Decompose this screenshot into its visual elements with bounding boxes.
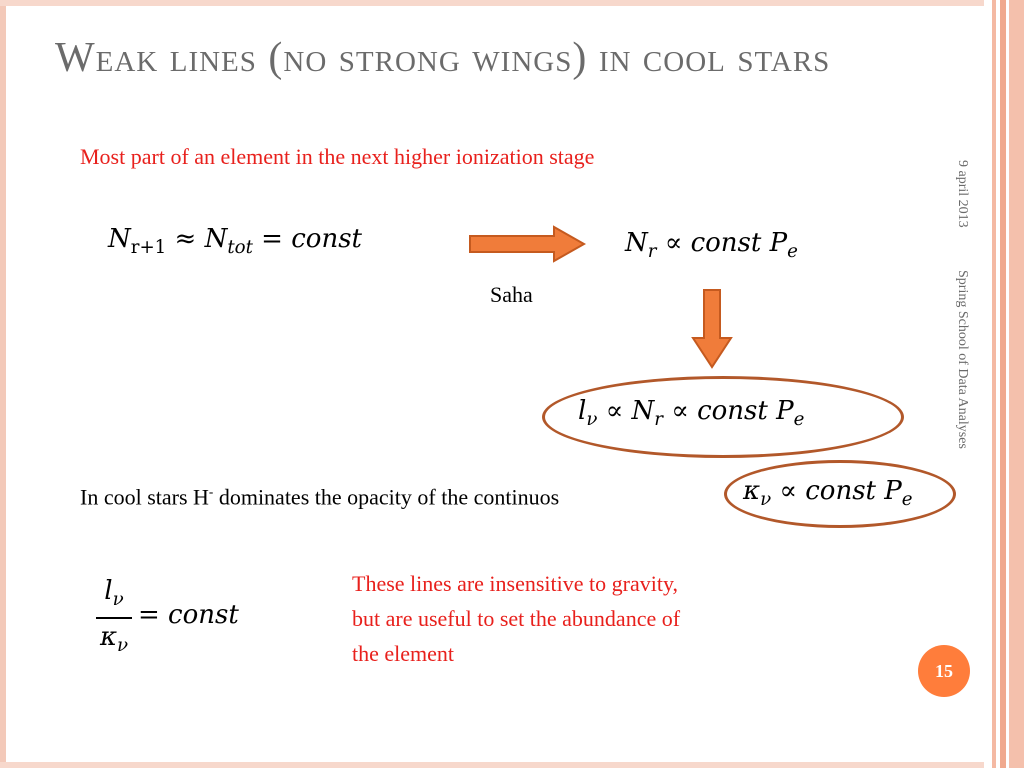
- footer-date: 9 april 2013: [955, 160, 970, 228]
- cool-stars-text: In cool stars H- dominates the opacity of the continuos: [80, 484, 560, 510]
- note-line-1: These lines are insensitive to gravity,: [352, 571, 679, 596]
- frame-bottom: [0, 762, 1024, 768]
- equation-l-nu: $l_\nu \propto N_r$ ∝ const $P_e$: [578, 396, 805, 431]
- equation-n-r-plus-1: $N_{r+1} \approx N_{tot}$ = const: [108, 224, 362, 259]
- frame-left: [0, 0, 6, 768]
- equation-kappa-nu: $\kappa_\nu$ ∝ const $P_e$: [743, 476, 913, 511]
- saha-label: Saha: [490, 282, 533, 307]
- fraction-numerator: $l_\nu$: [104, 576, 124, 611]
- frame-top: [0, 0, 1024, 6]
- fraction-rhs: = const: [138, 600, 239, 630]
- footer-school: Spring School of Data Analyses: [955, 270, 970, 449]
- side-footer: [950, 160, 970, 490]
- right-arrow-icon: [468, 224, 588, 264]
- decorative-stripes: [984, 0, 1024, 768]
- intro-text: Most part of an element in the next higher ionization stage: [80, 144, 595, 169]
- conclusion-note: [352, 566, 812, 671]
- equation-n-r: $N_r$ ∝ const $P_e$: [625, 228, 798, 263]
- fraction-bar: [96, 617, 132, 619]
- fraction-denominator: $\kappa_\nu$: [99, 622, 129, 657]
- note-line-2: but are useful to set the abundance of: [352, 606, 681, 631]
- page-number-badge: 15: [918, 645, 970, 697]
- note-line-3: the element: [352, 641, 455, 666]
- down-arrow-icon: [690, 288, 734, 370]
- slide-title: Weak lines (no strong wings) in cool stars: [55, 35, 831, 81]
